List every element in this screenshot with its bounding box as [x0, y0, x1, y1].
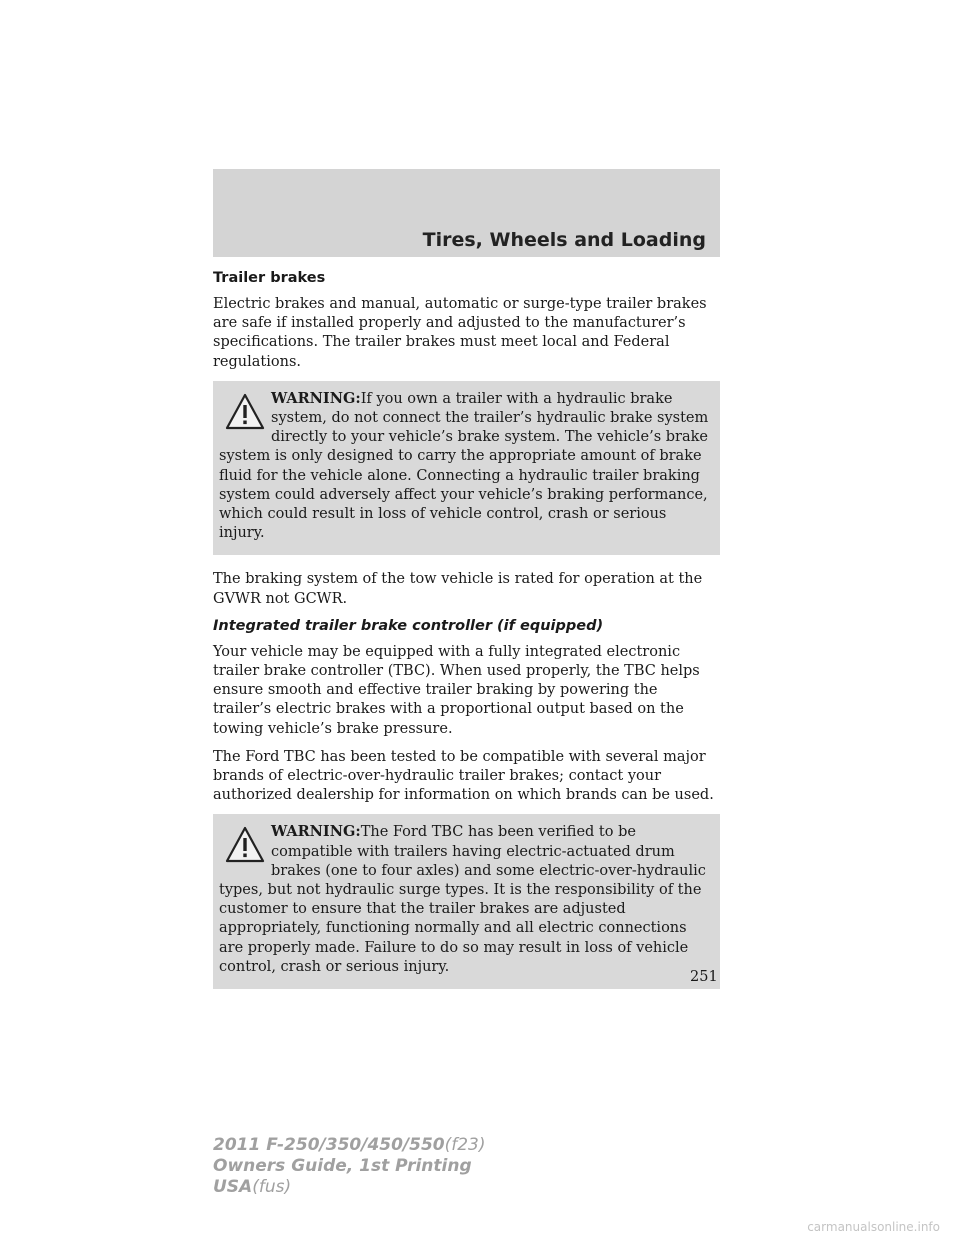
warning-triangle-icon: [225, 826, 265, 864]
warning-text: If you own a trailer with a hydraulic brake system, do not connect the trailer’s hydraulic brake system directly to your vehicle’s brake system. The vehicle’s brake system is only designed to carry the appropriate amount of brake fluid for the vehicle alone. Connecting a hydraulic trailer braking system could adversely affect your vehicle’s braking performance, which could result in loss of vehicle control, crash or serious injury.: [219, 390, 709, 542]
heading-trailer-brakes: Trailer brakes: [213, 270, 326, 286]
warning-box-hydraulic: [213, 381, 720, 556]
warning-label: WARNING:: [271, 823, 361, 841]
page-number: 251: [690, 969, 718, 985]
warning-label: WARNING:: [271, 389, 361, 407]
warning-text: The Ford TBC has been verified to be compatible with trailers having electric-actuated drum brakes (one to four axles) and some electric-over-hydraulic types, but not hydraulic surge types. It is the responsibility of the customer to ensure that the trailer brakes are adjusted appropriately, functioning normally and all electric connections are properly made. Failure to do so may result in loss of vehicle control, crash or serious injury.: [219, 824, 706, 975]
heading-integrated-tbc: Integrated trailer brake controller (if equipped): [213, 617, 604, 634]
footer-line-market: USA(fus): [213, 1177, 292, 1197]
section-header-bar: [213, 169, 720, 257]
watermark: carmanualsonline.info: [807, 1220, 940, 1234]
footer-line-edition: Owners Guide, 1st Printing: [213, 1156, 472, 1176]
paragraph-trailer-brakes: Electric brakes and manual, automatic or surge-type trailer brakes are safe if installed properly and adjusted to the manufacturer’s specifications. The trailer brakes must meet local and Federal regulations.: [213, 296, 707, 370]
footer-line-model: 2011 F-250/350/450/550(f23): [213, 1135, 486, 1155]
page-content: [213, 270, 720, 1004]
paragraph-gvwr: The braking system of the tow vehicle is rated for operation at the GVWR not GCWR.: [213, 571, 703, 607]
paragraph-tbc-intro: Your vehicle may be equipped with a fully integrated electronic trailer brake controller (TBC). When used properly, the TBC helps ensure smooth and effective trailer braking by powering the trailer’s electric brakes with a proportional output based on the towing vehicle’s brake pressure.: [213, 643, 700, 737]
document-footer: [213, 1135, 486, 1198]
paragraph-tbc-compat: The Ford TBC has been tested to be compatible with several major brands of electric-over-hydraulic trailer brakes; contact your authorized dealership for information on which brands can be used.: [213, 748, 714, 804]
warning-triangle-icon: [225, 393, 265, 431]
warning-box-tbc: [213, 814, 720, 989]
section-title: Tires, Wheels and Loading: [422, 229, 706, 251]
